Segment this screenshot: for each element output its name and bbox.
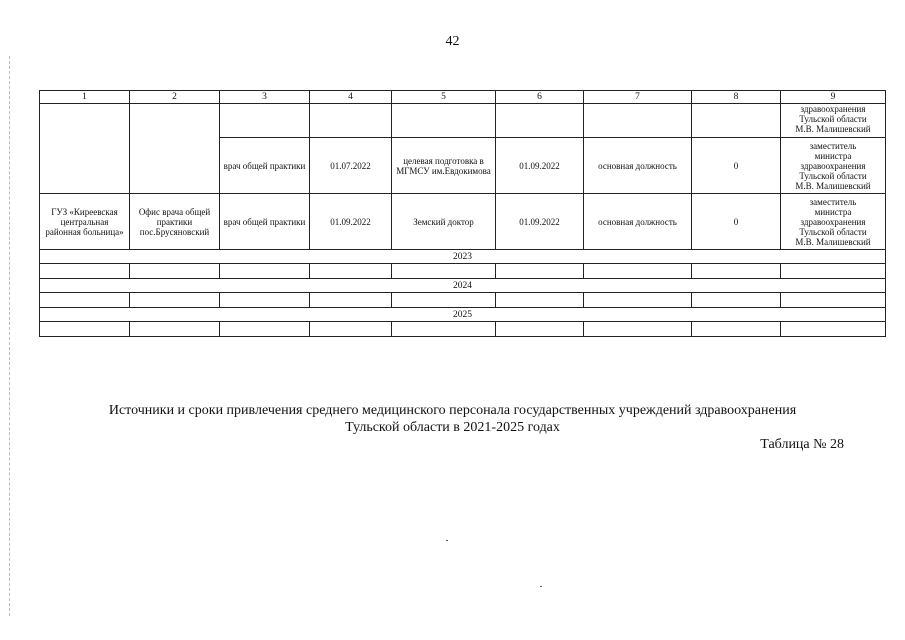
header-cell: 2 [130, 91, 220, 104]
header-cell: 4 [310, 91, 392, 104]
year-row-2023 [40, 250, 886, 264]
year-label: 2024 [40, 279, 886, 293]
table-row-empty [40, 293, 886, 308]
cell-blank [130, 104, 220, 194]
header-cell: 1 [40, 91, 130, 104]
cell-date-end: 01.09.2022 [496, 138, 584, 194]
year-row-2024 [40, 279, 886, 293]
cell-date-end: 01.09.2022 [496, 194, 584, 250]
header-row [40, 91, 886, 104]
year-label: 2025 [40, 308, 886, 322]
year-label: 2023 [40, 250, 886, 264]
cell-count: 0 [692, 138, 781, 194]
header-cell: 7 [584, 91, 692, 104]
header-cell: 8 [692, 91, 781, 104]
table-row-empty [40, 264, 886, 279]
cell-count: 0 [692, 194, 781, 250]
cell-blank [40, 104, 130, 194]
left-margin-rule [9, 56, 10, 616]
cell-responsible: заместитель министра здравоохранения Тульской области М.В. Малишевский [781, 194, 886, 250]
cell-unit: Офис врача общей практики пос.Брусяновский [130, 194, 220, 250]
staffing-table [39, 90, 886, 337]
table-caption [0, 402, 905, 436]
scan-speck [540, 586, 542, 587]
cell-blank [584, 104, 692, 138]
cell-source: Земский доктор [392, 194, 496, 250]
cell-position: врач общей практики [220, 194, 310, 250]
cell-blank [392, 104, 496, 138]
caption-line-2: Тульской области в 2021-2025 годах [345, 420, 560, 435]
header-cell: 3 [220, 91, 310, 104]
cell-blank [310, 104, 392, 138]
cell-blank [220, 104, 310, 138]
cell-source: целевая подготовка в МГМСУ им.Евдокимова [392, 138, 496, 194]
caption-line-1: Источники и сроки привлечения среднего медицинского персонала государственных учреждений здравоохранения [108, 403, 797, 418]
scan-speck [446, 540, 448, 541]
cell-position: врач общей практики [220, 138, 310, 194]
cell-institution: ГУЗ «Киреевская центральная районная больница» [40, 194, 130, 250]
table-row [40, 194, 886, 250]
cell-job-type: основная должность [584, 138, 692, 194]
cell-date-start: 01.07.2022 [310, 138, 392, 194]
page-number: 42 [445, 34, 460, 49]
header-cell: 6 [496, 91, 584, 104]
cell-date-start: 01.09.2022 [310, 194, 392, 250]
header-cell: 5 [392, 91, 496, 104]
header-cell: 9 [781, 91, 886, 104]
year-row-2025 [40, 308, 886, 322]
table-row-continuation [40, 104, 886, 138]
cell-blank [496, 104, 584, 138]
table-row-empty [40, 322, 886, 337]
cell-job-type: основная должность [584, 194, 692, 250]
cell-blank [692, 104, 781, 138]
cell-responsible-continued: здравоохранения Тульской области М.В. Малишевский [781, 104, 886, 138]
cell-responsible: заместитель министра здравоохранения Тульской области М.В. Малишевский [781, 138, 886, 194]
table-number: Таблица № 28 [760, 437, 844, 452]
